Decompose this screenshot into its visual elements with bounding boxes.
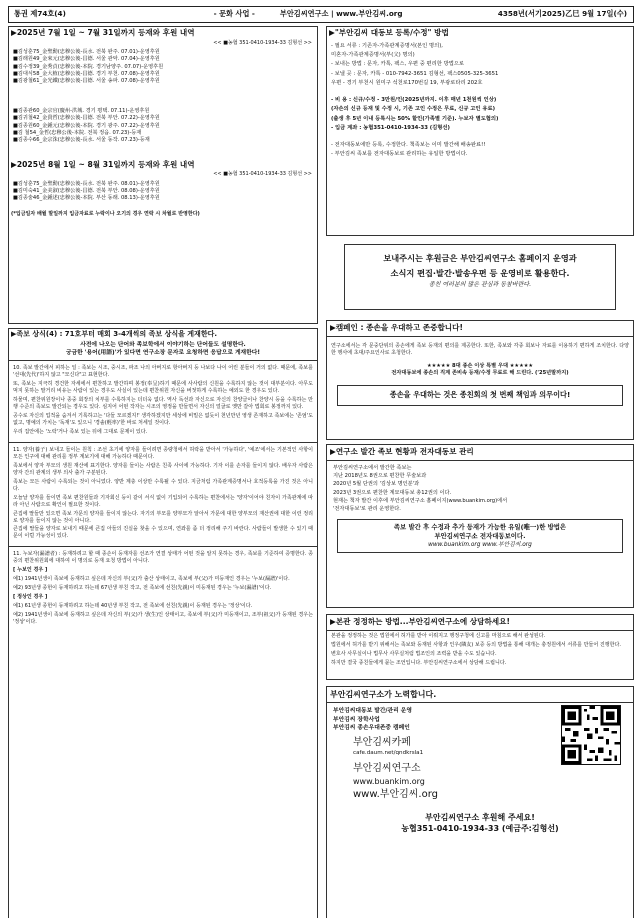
campaign-body: 연구소에서는 각 문중단위의 종손에게 족보 등재의 편의를 제공한다. 또한, 족보와 각종 회보나 자료를 이용하기 편하게 조치한다. 다양한 행사에 초대/주요인사로 초청한다. — [331, 342, 629, 356]
donor-row: ■김종수66_金宗洙(忠穆公後-長水. 서울 동작. 07.23)-등재 — [13, 137, 150, 144]
paragraph: 우리 집안에는 '노락'거나 족보 있는 뒤에 그대로 문제이 있다. — [13, 429, 148, 435]
contact-item: 부안김씨 장학사업 — [333, 716, 380, 723]
org-site: 부안김씨연구소 | www.부안김씨.org — [279, 9, 403, 19]
donor-row: ■김종술46_金鍾述(忠穆公後-本院. 부산 동래. 08.13)-운영후원 — [13, 195, 160, 202]
paragraph: 하물며, 편찬위원장이나 종중 회장의 치부를 수록하지는 더더욱 없다. 역사 독선과 자신으로 자신의 찬양글이나 찬양시 등을 수록하는 만행 수준의 족보도 발간되는 경우도 있다. 심지어 어떤 작자는 시조의 영정을 만들면서 자신의 얼굴로 옛만 갈아 법회로 봉정까지 있다. — [13, 397, 313, 411]
site-link[interactable]: www.buankim.org — [353, 777, 425, 787]
campaign-stars: ★★★★★ 8대 종손 이상 특별 우대 ★★★★★ — [426, 362, 534, 369]
paragraph: 11. 누보자(漏譜者) : 등재하려고 할 때 종손이 등재자를 선조가 연결 상태가 어떤 것을 알지 못하는 경우, 족보를 기준하여 증명한다. 종중의 편찬위원회에 대하여 이 명의로 등재 요청 방법이 아니다. — [13, 551, 313, 565]
donor-row: ■김대식58_金大植(忠穆公後-昌德. 경기 부천. 07.08)-운영후원 — [13, 71, 160, 77]
contact-box — [326, 686, 634, 918]
divider — [9, 360, 317, 361]
paragraph: 족보에서 양자 부모의 생원 재산에 표기한다. 양자를 들이는 사람은 친족 사이에 가능하다. 기자 이를 손자를 들이지 않다. 배우자 사람은 양자 간의 관계의 생부 의사 출가 구분된다. — [13, 462, 313, 476]
eregister-line: '전자대동보'로 관리 운영한다. — [333, 506, 401, 513]
paragraph: 오늘날 양자를 들이면 족보 편찬원들과 기자회신 등이 같이 서식 없이 기입되어 수록하는 편찬에서는 '양자'이어야 친자이 가족관계에 따라 아닌 사람으로 확인이 필요한 것이다. — [13, 494, 313, 508]
consult-body — [327, 631, 633, 671]
promo-line: 소식지 편집·발간·발송우편 등 운영비로 활용한다. — [390, 267, 570, 278]
register-line: - 필요 서류 : 기존자-가족관계증명서(본인 명의), — [331, 42, 443, 49]
qr-code-icon — [561, 705, 621, 765]
donor-row: ■김 철54_金哲(忠穆公後-本院. 전북 정읍. 07.23)-등재 — [13, 129, 142, 136]
register-line: - 보내는 방법 : 문자, 카톡, 팩스, 우편 중 편리한 방법으로 — [331, 61, 465, 68]
register-line: (출생 후 5년 이내 등록시는 50% 할인(가족별 기준). 누보자 별도협의) — [331, 115, 499, 122]
jokbo-box — [8, 328, 318, 918]
aug-bank: << ■농협 351-0410-1934-33 김형선 >> — [213, 171, 312, 178]
donor-row: ■김광철61_金光鐵(忠穆公後-昌德. 서울 송파. 07.08)-운영후원 — [13, 78, 160, 85]
donate-request: 부안김씨연구소 후원해 주세요! — [425, 812, 535, 822]
spacer — [331, 133, 629, 141]
donor-row: ■김미숙41_金美淑(忠穆公後-昌德. 전북 부안. 08.08)-운영후원 — [13, 187, 160, 194]
callout-links: www.buankim.org www.부안김씨.org — [428, 541, 532, 548]
section-title: - 문화 사업 - — [213, 9, 255, 19]
jokbo-article-nubo — [9, 549, 317, 630]
register-title: ▶"부안김씨 대동보 등록/수정" 방법 — [329, 28, 449, 37]
register-box — [326, 26, 634, 236]
contact-title: 부안김씨연구소가 노력합니다. — [327, 687, 633, 703]
july-list — [9, 49, 317, 86]
paragraph: 큰집에 딸들을 양자로 보내기 때문에 큰집 아들의 진실을 찾을 수 있으며, 연좌를 좀 더 정리해 주기 바란다. 사람들이 발생한 수 있기 때문이 이럴 가능성이 있다. — [13, 526, 313, 540]
register-line: 우편 - 경기 부천시 원미구 석천로170번길 19, 부광로타리 202호 — [331, 79, 483, 86]
aug-list — [9, 181, 317, 203]
register-lines — [327, 40, 633, 162]
consult-title: ▶본관 정정하는 방법...부안김씨연구소에 상담하세요! — [327, 615, 633, 631]
callout-line: 족보 발간 후 수정과 추가 등재가 가능한 유일(唯一)한 방법은 — [393, 522, 567, 531]
promo-line: 종친 여러분의 많은 관심과 동참바란다. — [428, 280, 532, 288]
paragraph: 큰집에 딸들만 있으면 족보 가문의 양자를 들이지 않는다. 자기의 부모를 양부모가 알아서 가문에 대한 양부모의 재산권에 대한 이런 정리로 양자를 들이지 않는 것이 아니다. — [13, 510, 313, 524]
campaign-box — [326, 320, 634, 440]
paragraph: 공수로 자신의 업적을 숨겨서 기록하고는 '다들 모르겠지!' 생각하겠지만 세상에 비밀은 없듯이 천년만년 영생 존재하고 족보에는 '존엄'도 없고, 명예의 가치는 '독재'도 있으니 '경솔(輕率)'한 바로 처세일 것이다. — [13, 413, 313, 427]
donor-row: ■김래원49_金來元(忠穆公後-昌德. 서울 관악. 07.04)-운영후원 — [13, 56, 160, 63]
paragraph: 10. 족보 발간에서 피하는 일 : 족보는 시조, 중시조, 파조 나의 아버지로 항아버지 등 나보다 나이 어린 분들이 거의 없다. 때문에, 족보를 '선대(先代)'하지 않고 "모신다"고 표현한다. — [13, 365, 313, 379]
promo-line: 보내주시는 후원금은 부안김씨연구소 홈페이지 운영과 — [383, 253, 577, 263]
campaign-slogan: 종손을 우대하는 것은 종친회의 첫 번째 책임과 의무이다! — [337, 385, 623, 405]
contact-item: 부안김씨 종손우대존중 캠페인 — [333, 724, 410, 731]
paragraph: 법원에서 허가를 받기 위해서는 족보와 등재된 사항과 인우(隣友) 보증 등의 방법을 통해 대개는 충정원에서 서류를 만들어 진행한다. — [331, 641, 621, 648]
promo-box — [344, 244, 616, 310]
donor-list-box — [8, 26, 318, 324]
donor-row: ■김수정39_金秀貞(忠穆公後-本院. 경기남양주. 07.07)-운영후원 — [13, 63, 164, 70]
paragraph: 예1) 61년생 종헌이 등재하려고 하는데 40년생 부친 작고, 전 족보에 선친(先親)이 등재된 경우는 '정상'이다. — [13, 603, 253, 610]
paragraph: 하지만 결국 종친들에게 묻는 조언입니다. 부안김씨연구소에서 상담해 드립니다. — [331, 659, 507, 666]
paragraph: 예1) 1941년생이 족보에 등재하고 싶은데 자신의 부(父)가 출산 상태이고, 족보에 부(父)가 미등재인 경우는 '누보(漏譜)'이다. — [13, 576, 290, 583]
register-line: (자손의 신규 등재 및 수정 시, 기존 고인 수정은 무료, 신규 고인 유료) — [331, 106, 496, 113]
site-link[interactable]: www.부안김씨.org — [353, 788, 439, 800]
aug-title: ▶2025년 8월 1일 ~ 8월 31일까지 등재와 후원 내역 — [11, 159, 195, 169]
paragraph: 예2) 1941년생이 족보에 등재하고 싶은데 자신의 부(父)가 생(生)인 상태이고, 족보에 부(父)가 미등재이고, 조부(祖父)가 등재된 경우는 '정상'이다. — [13, 612, 313, 626]
paragraph: 본관을 정정하는 것은 법원에서 허가를 받아 이뤄지고 행정구청에 신고를 마침으로 해서 완성된다. — [331, 632, 546, 639]
eregister-line: 부안김씨연구소에서 발간한 족보는 — [333, 464, 412, 471]
donor-row: ■김성훈75_金聖勳(忠穆公後-長水. 전북 완주. 08.01)-운영후원 — [13, 180, 160, 187]
spacer — [331, 88, 629, 96]
donor-row: ■김종원60_金鍾元(忠穆公後-本院. 경기 광주. 07.22)-운영후원 — [13, 122, 160, 129]
eregister-box — [326, 444, 634, 608]
register-line: - 보낼 곳 : 문자, 카톡 - 010-7942-3651 김형선, 팩스0505-325-3651 — [331, 70, 499, 77]
register-line: - 비 용 : 신규/수정 - 3만원/인(2025년까지. 이후 매년 1천원씩 인상) — [331, 97, 497, 104]
page-header — [8, 6, 634, 23]
july-bank: << ■농협 351-0410-1934-33 김형선 >> — [213, 39, 312, 46]
paragraph: 11. 양자(養子) 보내고 들이는 원칙 : 조선 초기에 양자를 들이려면 종량청에서 허락을 받아서 '가능하다', '예조'에서는 기본적인 사항이 모든 인구에 대해 관리를 정부 계보기에 대해 가능하다 때문이다. — [13, 446, 313, 460]
callout-line: 부안김씨연구소 전자대동보이다. — [434, 531, 526, 540]
eregister-lines — [327, 461, 633, 517]
eregister-callout — [337, 519, 623, 553]
paragraph: 족보는 모든 사람이 수록되는 것이 아니었다. 양반 계층 이상만 수록될 수 있다. 지금처럼 가족관계증명서나 호적등록을 가진 것은 아니다. — [13, 478, 313, 492]
divider — [9, 546, 317, 547]
newsletter-page — [8, 6, 634, 910]
donor-note: (*입금일자 배월 말일까지 입금자료로 누락이나 오기의 경우 연락 시 차월로 반영한다) — [11, 210, 200, 217]
register-line: - 입금 계좌 : 농협351-0410-1934-33 (김형선) — [331, 124, 450, 131]
eregister-line: 2023년 3권으로 편찬한 계묘대동보 총12권의 이다. — [333, 489, 452, 496]
donate-account: 농협351-0410-1934-33 (예금주:김형선) — [401, 824, 559, 834]
issue-date: 4358년(서기2025)乙巳 9월 17일(수) — [497, 9, 628, 19]
contact-item: 부안김씨대동보 발간/관리 운영 — [333, 708, 412, 715]
divider — [9, 442, 317, 443]
paragraph: 예2) 93년생 종헌이 등재하려고 하는데 67년생 부친 작고, 전 족보에 선친(先親)이 미등재된 경우는 '누보(漏譜)'이다. — [13, 585, 272, 592]
july-title: ▶2025년 7월 1일 ~ 7월 31일까지 등재와 후원 내역 — [11, 28, 195, 37]
register-line: 미혼자-가족관계증명서(부(父) 명의) — [331, 52, 415, 59]
jokbo-title: ▶족보 상식(4) : 71호부터 매회 3-4개씩의 족보 상식을 게재한다. — [11, 330, 217, 338]
header-section — [159, 9, 458, 19]
donor-row: ■김종관60_金宗官(慶州-洪城. 경기 평택. 07.11)-운영후원 — [13, 107, 150, 114]
jokbo-article-11 — [9, 445, 317, 544]
july-list-b — [9, 108, 317, 145]
consult-box — [326, 614, 634, 680]
issue-number: 통권 제74호(4) — [14, 9, 66, 19]
eregister-title: ▶연구소 발간 족보 현황과 전자대동보 관리 — [327, 445, 633, 461]
donor-row: ■김성훈75_金聖勳(忠穆公後-長水. 전북 완주. 07.01)-운영후원 — [13, 48, 160, 55]
register-line: - 전자대동보에만 등록, 수정한다. 책족보는 이미 발간해 배송완료!! — [331, 142, 486, 149]
lab-name: 부안김씨연구소 — [353, 763, 421, 775]
eregister-line: 현재는 책자 발간 이후에 부안김씨연구소 홈페이지(www.buankim.org)에서 — [333, 498, 508, 505]
campaign-stars-sub: 전자대동보에 종손의 직계 존비속 등재/수정 무료로 해 드린다. ('25년말까지) — [391, 370, 569, 377]
cafe-url: cafe.daum.net/qndkrsla1 — [353, 750, 424, 757]
cafe-name: 부안김씨카페 — [353, 737, 411, 749]
subheading: [ 누보인 경우 ] — [13, 567, 48, 574]
jokbo-article-10 — [9, 363, 317, 440]
subheading: [ 정상인 경우 ] — [13, 594, 48, 601]
register-line: - 부안김씨 족보를 전자대동보로 관리하는 유일한 방법이다. — [331, 151, 468, 158]
paragraph: 또, 족보는 지극히 경건한 자세에서 편찬하고 발간하며 봉정(奉呈)하기 때문에 사사람의 신원을 수록하지 않는 것이 대부분이다. 아무도 먹지 못하는 말거리 비유는 사람이 있는 경우도 사실이 있는데 편찬위원 자신을 버젓하게 수록하는 예외도 한 경우도 있다. — [13, 381, 313, 395]
eregister-line: 지난 2018년도 8권으로 편찬한 무술보과 — [333, 473, 427, 480]
campaign-title: ▶캠페인 : 종손을 우대하고 존중합니다! — [327, 321, 633, 337]
jokbo-sub2: 궁금한 '용어(用語)'가 있다면 연구소장 문자로 요청하면 응답으로 게재한다! — [65, 350, 260, 357]
eregister-line: 2020년 5월 단권의 '김상보 명인분'과 — [333, 481, 420, 488]
jokbo-sub1: 사전에 나오는 단어와 족보학에서 이야기하는 단어들도 설명한다. — [80, 341, 246, 348]
paragraph: 변호사 사무실이나 법무사 사무실처럼 법조인의 조력을 받을 수도 있습니다. — [331, 650, 497, 657]
donor-row: ■김귀철42_金貴哲(忠穆公後-昌德. 전북 부안. 07.22)-운영후원 — [13, 115, 160, 122]
